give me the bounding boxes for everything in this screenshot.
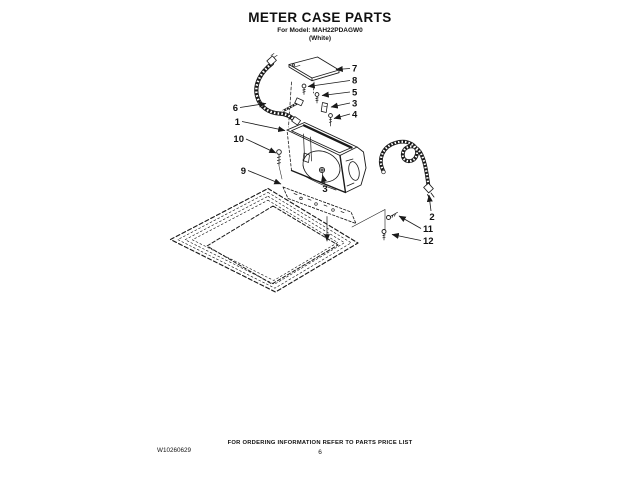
cover-screws-and-clip <box>302 84 332 126</box>
console-panel-part-9 <box>283 187 385 241</box>
callout-label-6: 6 <box>232 103 238 114</box>
callout-leader-7 <box>336 69 350 70</box>
callout-leader-3 <box>331 103 350 107</box>
callout-label-8: 8 <box>352 75 358 87</box>
meter-case-part-1 <box>287 123 366 193</box>
callout-leader-9 <box>248 171 281 185</box>
callout-leader-4 <box>334 114 350 119</box>
callout-label-3: 3 <box>352 98 358 110</box>
callout-leader-10 <box>246 139 276 153</box>
callout-label-11: 11 <box>423 224 434 235</box>
callout-label-7: 7 <box>352 63 358 75</box>
cord-clamp-screws-11-12 <box>382 212 398 240</box>
callout-leader-1 <box>242 122 285 131</box>
callout-label-3: 3 <box>322 184 328 195</box>
ordering-note: FOR ORDERING INFORMATION REFER TO PARTS PRICE LIST <box>227 440 413 446</box>
callout-label-4: 4 <box>352 109 358 121</box>
callout-leader-11 <box>399 216 421 229</box>
callout-leader-12 <box>392 235 421 241</box>
callout-label-12: 12 <box>423 236 434 247</box>
callout-label-1: 1 <box>234 117 240 128</box>
mounting-screw-part-10 <box>277 150 282 179</box>
color-note: (White) <box>308 35 332 42</box>
callout-label-2: 2 <box>429 212 435 223</box>
model-number-line: For Model: MAH22PDAGW0 <box>277 27 363 34</box>
power-cord-part-2 <box>381 142 434 199</box>
callout-leader-5 <box>322 92 350 96</box>
document-number: W10260629 <box>157 447 191 454</box>
page-number: 6 <box>318 449 322 456</box>
page-title: METER CASE PARTS <box>248 10 392 25</box>
callout-label-9: 9 <box>240 166 246 177</box>
callout-label-5: 5 <box>352 87 358 99</box>
callout-leader-2 <box>429 195 431 211</box>
callout-label-10: 10 <box>233 134 244 145</box>
